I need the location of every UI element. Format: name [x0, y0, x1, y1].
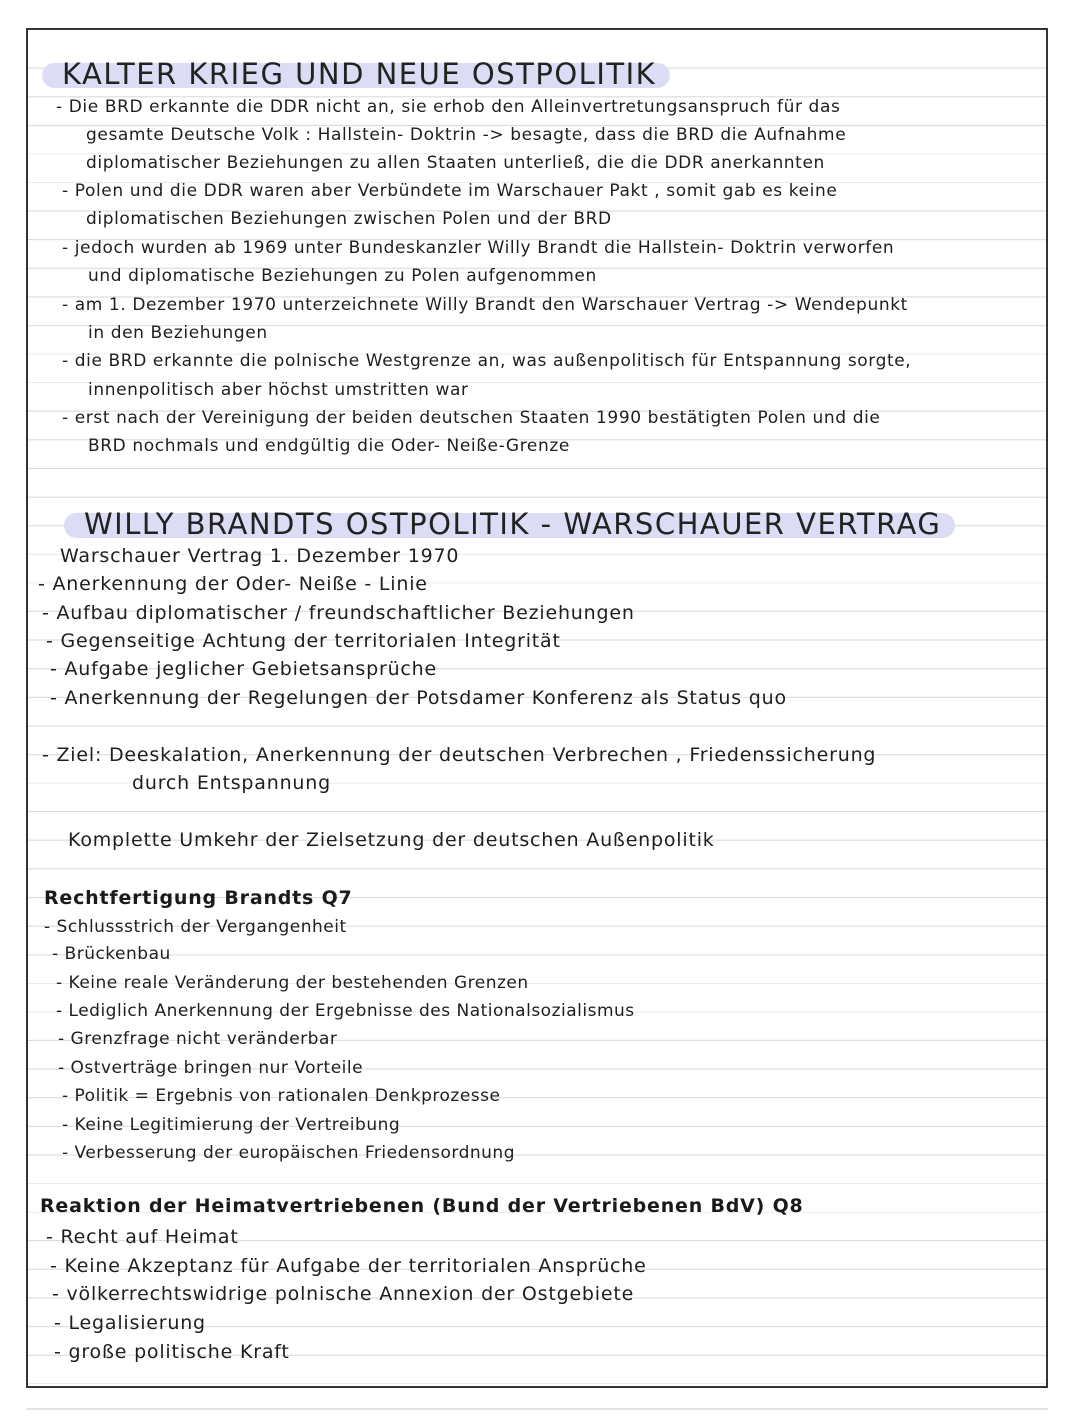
note-line: gesamte Deutsche Volk : Hallstein- Doktrin -> besagte, dass die BRD die Aufnahme	[86, 125, 847, 145]
note-line: in den Beziehungen	[88, 323, 268, 343]
note-line: - am 1. Dezember 1970 unterzeichnete Willy Brandt den Warschauer Vertrag -> Wendepunkt	[62, 295, 908, 315]
note-line: - erst nach der Vereinigung der beiden deutschen Staaten 1990 bestätigten Polen und die	[62, 408, 881, 428]
note-line: - Keine Akzeptanz für Aufgabe der territorialen Ansprüche	[50, 1255, 647, 1277]
note-line: - Politik = Ergebnis von rationalen Denkprozesse	[62, 1086, 501, 1106]
note-line: - Ostverträge bringen nur Vorteile	[58, 1058, 364, 1078]
note-line: - Die BRD erkannte die DDR nicht an, sie erhob den Alleinvertretungsanspruch für das	[56, 97, 841, 117]
note-line: - Anerkennung der Oder- Neiße - Linie	[38, 573, 428, 595]
note-line: - Keine reale Veränderung der bestehenden Grenzen	[56, 973, 529, 993]
note-line: - Aufgabe jeglicher Gebietsansprüche	[50, 658, 437, 680]
section-title-kalter-krieg	[62, 56, 656, 92]
note-line: diplomatischen Beziehungen zwischen Polen und der BRD	[86, 209, 612, 229]
note-line: - Gegenseitige Achtung der territorialen Integrität	[46, 630, 561, 652]
note-line: - Verbesserung der europäischen Friedensordnung	[62, 1143, 515, 1163]
note-line: - Polen und die DDR waren aber Verbündete im Warschauer Pakt , somit gab es keine	[62, 181, 838, 201]
note-line: durch Entspannung	[132, 772, 331, 794]
note-line: - die BRD erkannte die polnische Westgrenze an, was außenpolitisch für Entspannung sorgte,	[62, 351, 912, 371]
note-line: - Grenzfrage nicht veränderbar	[58, 1029, 338, 1049]
section-title-rechtfertigung: Rechtfertigung Brandts Q7	[44, 887, 353, 909]
note-line: - Lediglich Anerkennung der Ergebnisse des Nationalsozialismus	[56, 1001, 635, 1021]
note-line: - Legalisierung	[54, 1312, 206, 1334]
note-line: - Keine Legitimierung der Vertreibung	[62, 1115, 401, 1135]
notebook-page	[26, 28, 1048, 1388]
note-line: - Recht auf Heimat	[46, 1226, 239, 1248]
section-title-text: WILLY BRANDTS OSTPOLITIK - WARSCHAUER VERTRAG	[84, 507, 942, 541]
note-line: - Schlussstrich der Vergangenheit	[44, 917, 347, 937]
note-line: Warschauer Vertrag 1. Dezember 1970	[60, 545, 460, 567]
note-line: - Anerkennung der Regelungen der Potsdamer Konferenz als Status quo	[50, 687, 787, 709]
section-title-reaktion: Reaktion der Heimatvertriebenen (Bund der Vertriebenen BdV) Q8	[40, 1195, 804, 1217]
section-title-warschauer-vertrag	[84, 506, 941, 542]
page-bottom-divider	[26, 1408, 1048, 1410]
note-line: - große politische Kraft	[54, 1341, 290, 1363]
note-line: - Aufbau diplomatischer / freundschaftlicher Beziehungen	[42, 602, 635, 624]
note-line: diplomatischer Beziehungen zu allen Staaten unterließ, die die DDR anerkannten	[86, 153, 825, 173]
note-line: - Ziel: Deeskalation, Anerkennung der deutschen Verbrechen , Friedenssicherung	[42, 744, 877, 766]
note-line: und diplomatische Beziehungen zu Polen aufgenommen	[88, 266, 597, 286]
note-line: BRD nochmals und endgültig die Oder- Neiße-Grenze	[88, 436, 570, 456]
note-line: - völkerrechtswidrige polnische Annexion der Ostgebiete	[52, 1283, 635, 1305]
note-line: - jedoch wurden ab 1969 unter Bundeskanzler Willy Brandt die Hallstein- Doktrin verworfen	[62, 238, 895, 258]
note-line: innenpolitisch aber höchst umstritten war	[88, 380, 469, 400]
note-line: Komplette Umkehr der Zielsetzung der deutschen Außenpolitik	[68, 829, 715, 851]
section-title-text: KALTER KRIEG UND NEUE OSTPOLITIK	[62, 57, 657, 91]
note-line: - Brückenbau	[52, 944, 171, 964]
